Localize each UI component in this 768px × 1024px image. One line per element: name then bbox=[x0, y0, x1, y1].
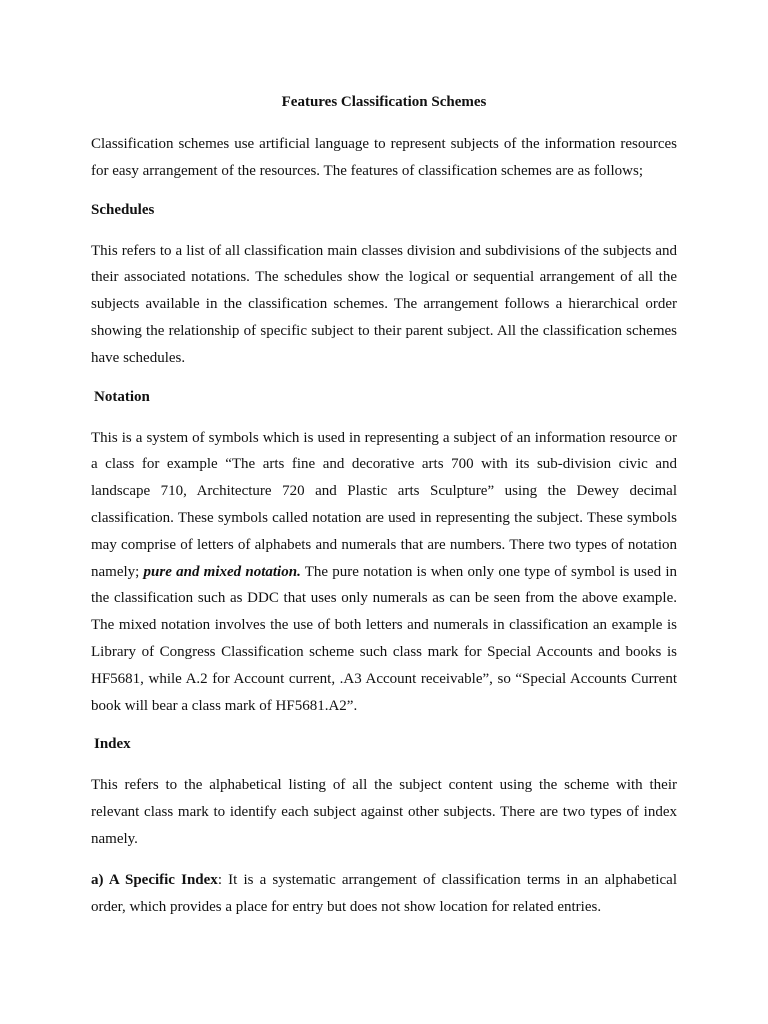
notation-heading: Notation bbox=[94, 388, 150, 405]
specific-index-paragraph bbox=[91, 867, 677, 921]
index-heading: Index bbox=[94, 736, 131, 753]
notation-emphasis: pure and mixed notation. bbox=[143, 563, 301, 580]
intro-paragraph: Classification schemes use artificial language to represent subjects of the information resources for easy arrangement of the resources. The features of classification schemes are as follows; bbox=[91, 136, 677, 179]
notation-text-part1: This is a system of symbols which is used in representing a subject of an information resource or a class for example “The arts fine and decorative arts 700 with its sub-division civic and landscape 710, Architecture 720 and Plastic arts Sculpture” using the Dewey decimal classification. These symbols called notation are used in representing the subject. These symbols may comprise of letters of alphabets and numerals that are numbers. There two types of notation namely; bbox=[91, 429, 677, 580]
schedules-heading: Schedules bbox=[91, 201, 155, 218]
document-page bbox=[91, 91, 677, 920]
specific-index-label: a) A Specific Index bbox=[91, 871, 218, 888]
document-title: Features Classification Schemes bbox=[281, 94, 487, 110]
schedules-paragraph: This refers to a list of all classification main classes division and subdivisions of the subjects and their associated notations. The schedules show the logical or sequential arrangement of all the subjects available in the classification schemes. The arrangement follows a hierarchical order showing the relationship of specific subject to their parent subject. All the classification schemes have schedules. bbox=[91, 242, 677, 366]
notation-paragraph bbox=[91, 425, 677, 720]
specific-index-text: : It is a systematic arrangement of classification terms in an alphabetical order, which provides a place for entry but does not show location for related entries. bbox=[91, 871, 678, 915]
notation-text-part2: The pure notation is when only one type of symbol is used in the classification such as DDC that uses only numerals as can be seen from the above example. The mixed notation involves the use of both letters and numerals in classification an example is Library of Congress Classification scheme such class mark for Special Accounts and books is HF5681, while A.2 for Account current, .A3 Account receivable”, so “Special Accounts Current book will bear a class mark of HF5681.A2”. bbox=[91, 563, 677, 714]
index-paragraph: This refers to the alphabetical listing of all the subject content using the scheme with their relevant class mark to identify each subject against other subjects. There are two types of index namely. bbox=[91, 777, 677, 847]
